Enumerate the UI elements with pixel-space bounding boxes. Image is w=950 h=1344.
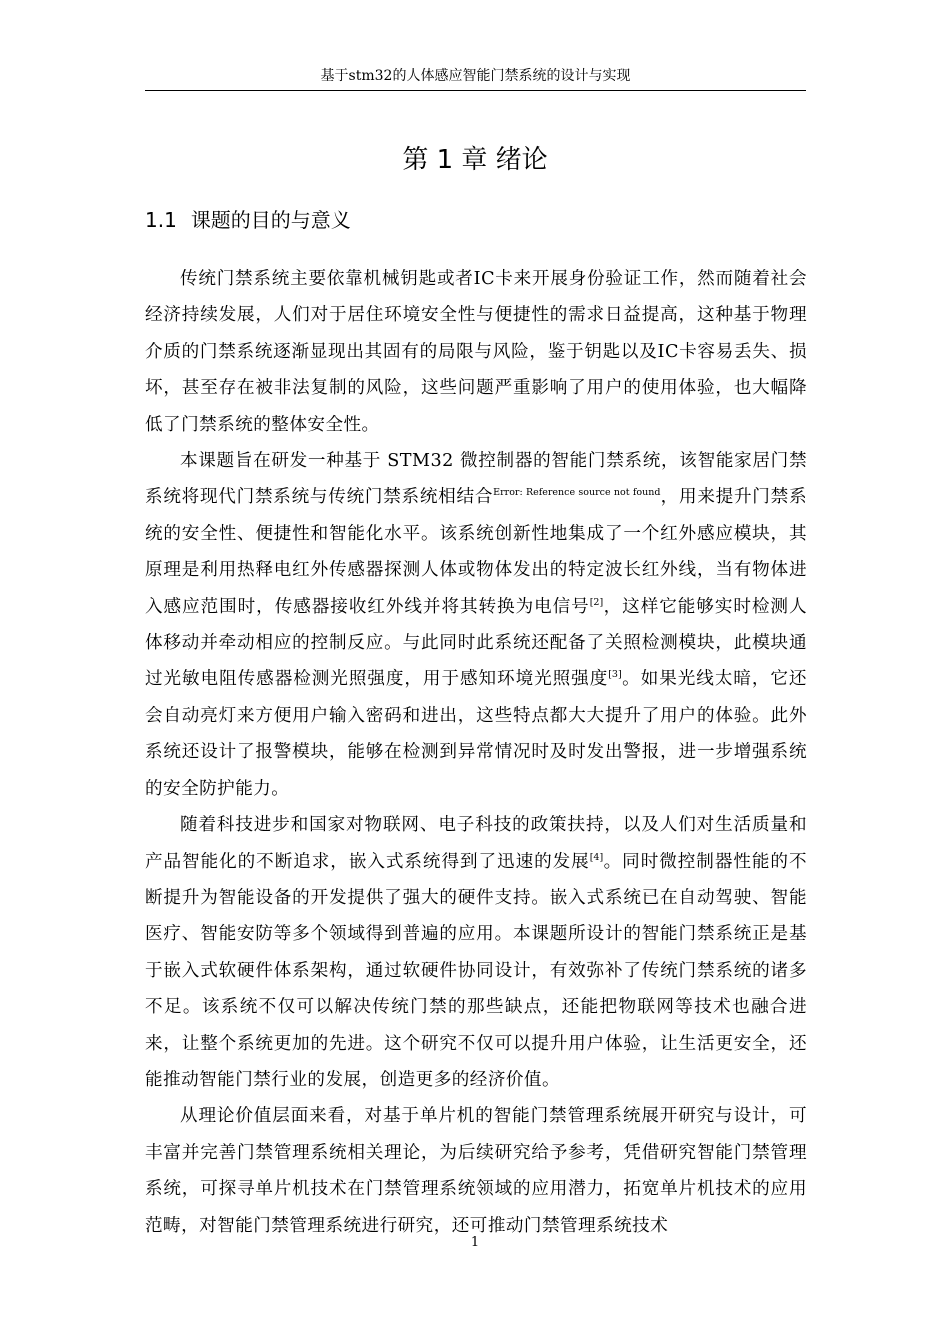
section-number: 1.1: [145, 208, 177, 232]
citation-2: [2]: [589, 596, 604, 608]
paragraph-2: [145, 443, 807, 807]
citation-3: [3]: [608, 669, 622, 681]
body-text: [145, 261, 807, 1244]
chapter-title: 第 1 章 绪论: [402, 145, 548, 175]
running-header-title: 基于stm32的人体感应智能门禁系统的设计与实现: [320, 68, 631, 84]
citation-4: [4]: [589, 851, 604, 863]
paragraph-2-text-d: 。如果光线太暗，它还会自动亮灯来方便用户输入密码和进出，这些特点都大大提升了用户的体验。此外系统还设计了报警模块，能够在检测到异常情况时及时发出警报，进一步增强系统的安全防护能力。: [145, 669, 807, 799]
citation-error-reference: Error: Reference source not found: [493, 487, 661, 499]
section-title: 课题的目的与意义: [190, 208, 351, 232]
paragraph-3-text-a: 随着科技进步和国家对物联网、电子科技的政策扶持，以及人们对生活质量和产品智能化的不断追求，嵌入式系统得到了迅速的发展: [145, 815, 807, 872]
running-header: [145, 66, 806, 91]
paragraph-2-text-c: ，这样它能够实时检测人体移动并牵动相应的控制反应。与此同时此系统还配备了关照检测模块，此模块通过光敏电阻传感器检测光照强度，用于感知环境光照强度: [145, 596, 807, 690]
paragraph-2-text-a: 本课题旨在研发一种基于 STM32 微控制器的智能门禁系统，该智能家居门禁系统将现代门禁系统与传统门禁系统相结合: [145, 451, 807, 508]
page-number: 1: [470, 1235, 480, 1250]
section-heading: [145, 202, 351, 238]
paragraph-1: 传统门禁系统主要依靠机械钥匙或者IC卡来开展身份验证工作，然而随着社会经济持续发展，人们对于居住环境安全性与便捷性的需求日益提高，这种基于物理介质的门禁系统逐渐显现出其固有的局限与风险，鉴于钥匙以及IC卡容易丢失、损坏，甚至存在被非法复制的风险，这些问题严重影响了用户的使用体验，也大幅降低了门禁系统的整体安全性。: [145, 269, 807, 435]
paragraph-3-text-b: 。同时微控制器性能的不断提升为智能设备的开发提供了强大的硬件支持。嵌入式系统已在自动驾驶、智能医疗、智能安防等多个领域得到普遍的应用。本课题所设计的智能门禁系统正是基于嵌入式软硬件体系架构，通过软硬件协同设计，有效弥补了传统门禁系统的诸多不足。该系统不仅可以解决传统门禁的那些缺点，还能把物联网等技术也融合进来，让整个系统更加的先进。这个研究不仅可以提升用户体验，让生活更安全，还能推动智能门禁行业的发展，创造更多的经济价值。: [145, 851, 807, 1090]
paragraph-3: [145, 807, 807, 1098]
paragraph-4: 从理论价值层面来看，对基于单片机的智能门禁管理系统展开研究与设计，可丰富并完善门禁管理系统相关理论，为后续研究给予参考，凭借研究智能门禁管理系统，可探寻单片机技术在门禁管理系统领域的应用潜力，拓宽单片机技术的应用范畴，对智能门禁管理系统进行研究，还可推动门禁管理系统技术: [145, 1106, 807, 1236]
paragraph-2-text-b: ，用来提升门禁系统的安全性、便捷性和智能化水平。该系统创新性地集成了一个红外感应模块，其原理是利用热释电红外传感器探测人体或物体发出的特定波长红外线，当有物体进入感应范围时，传感器接收红外线并将其转换为电信号: [145, 487, 807, 617]
